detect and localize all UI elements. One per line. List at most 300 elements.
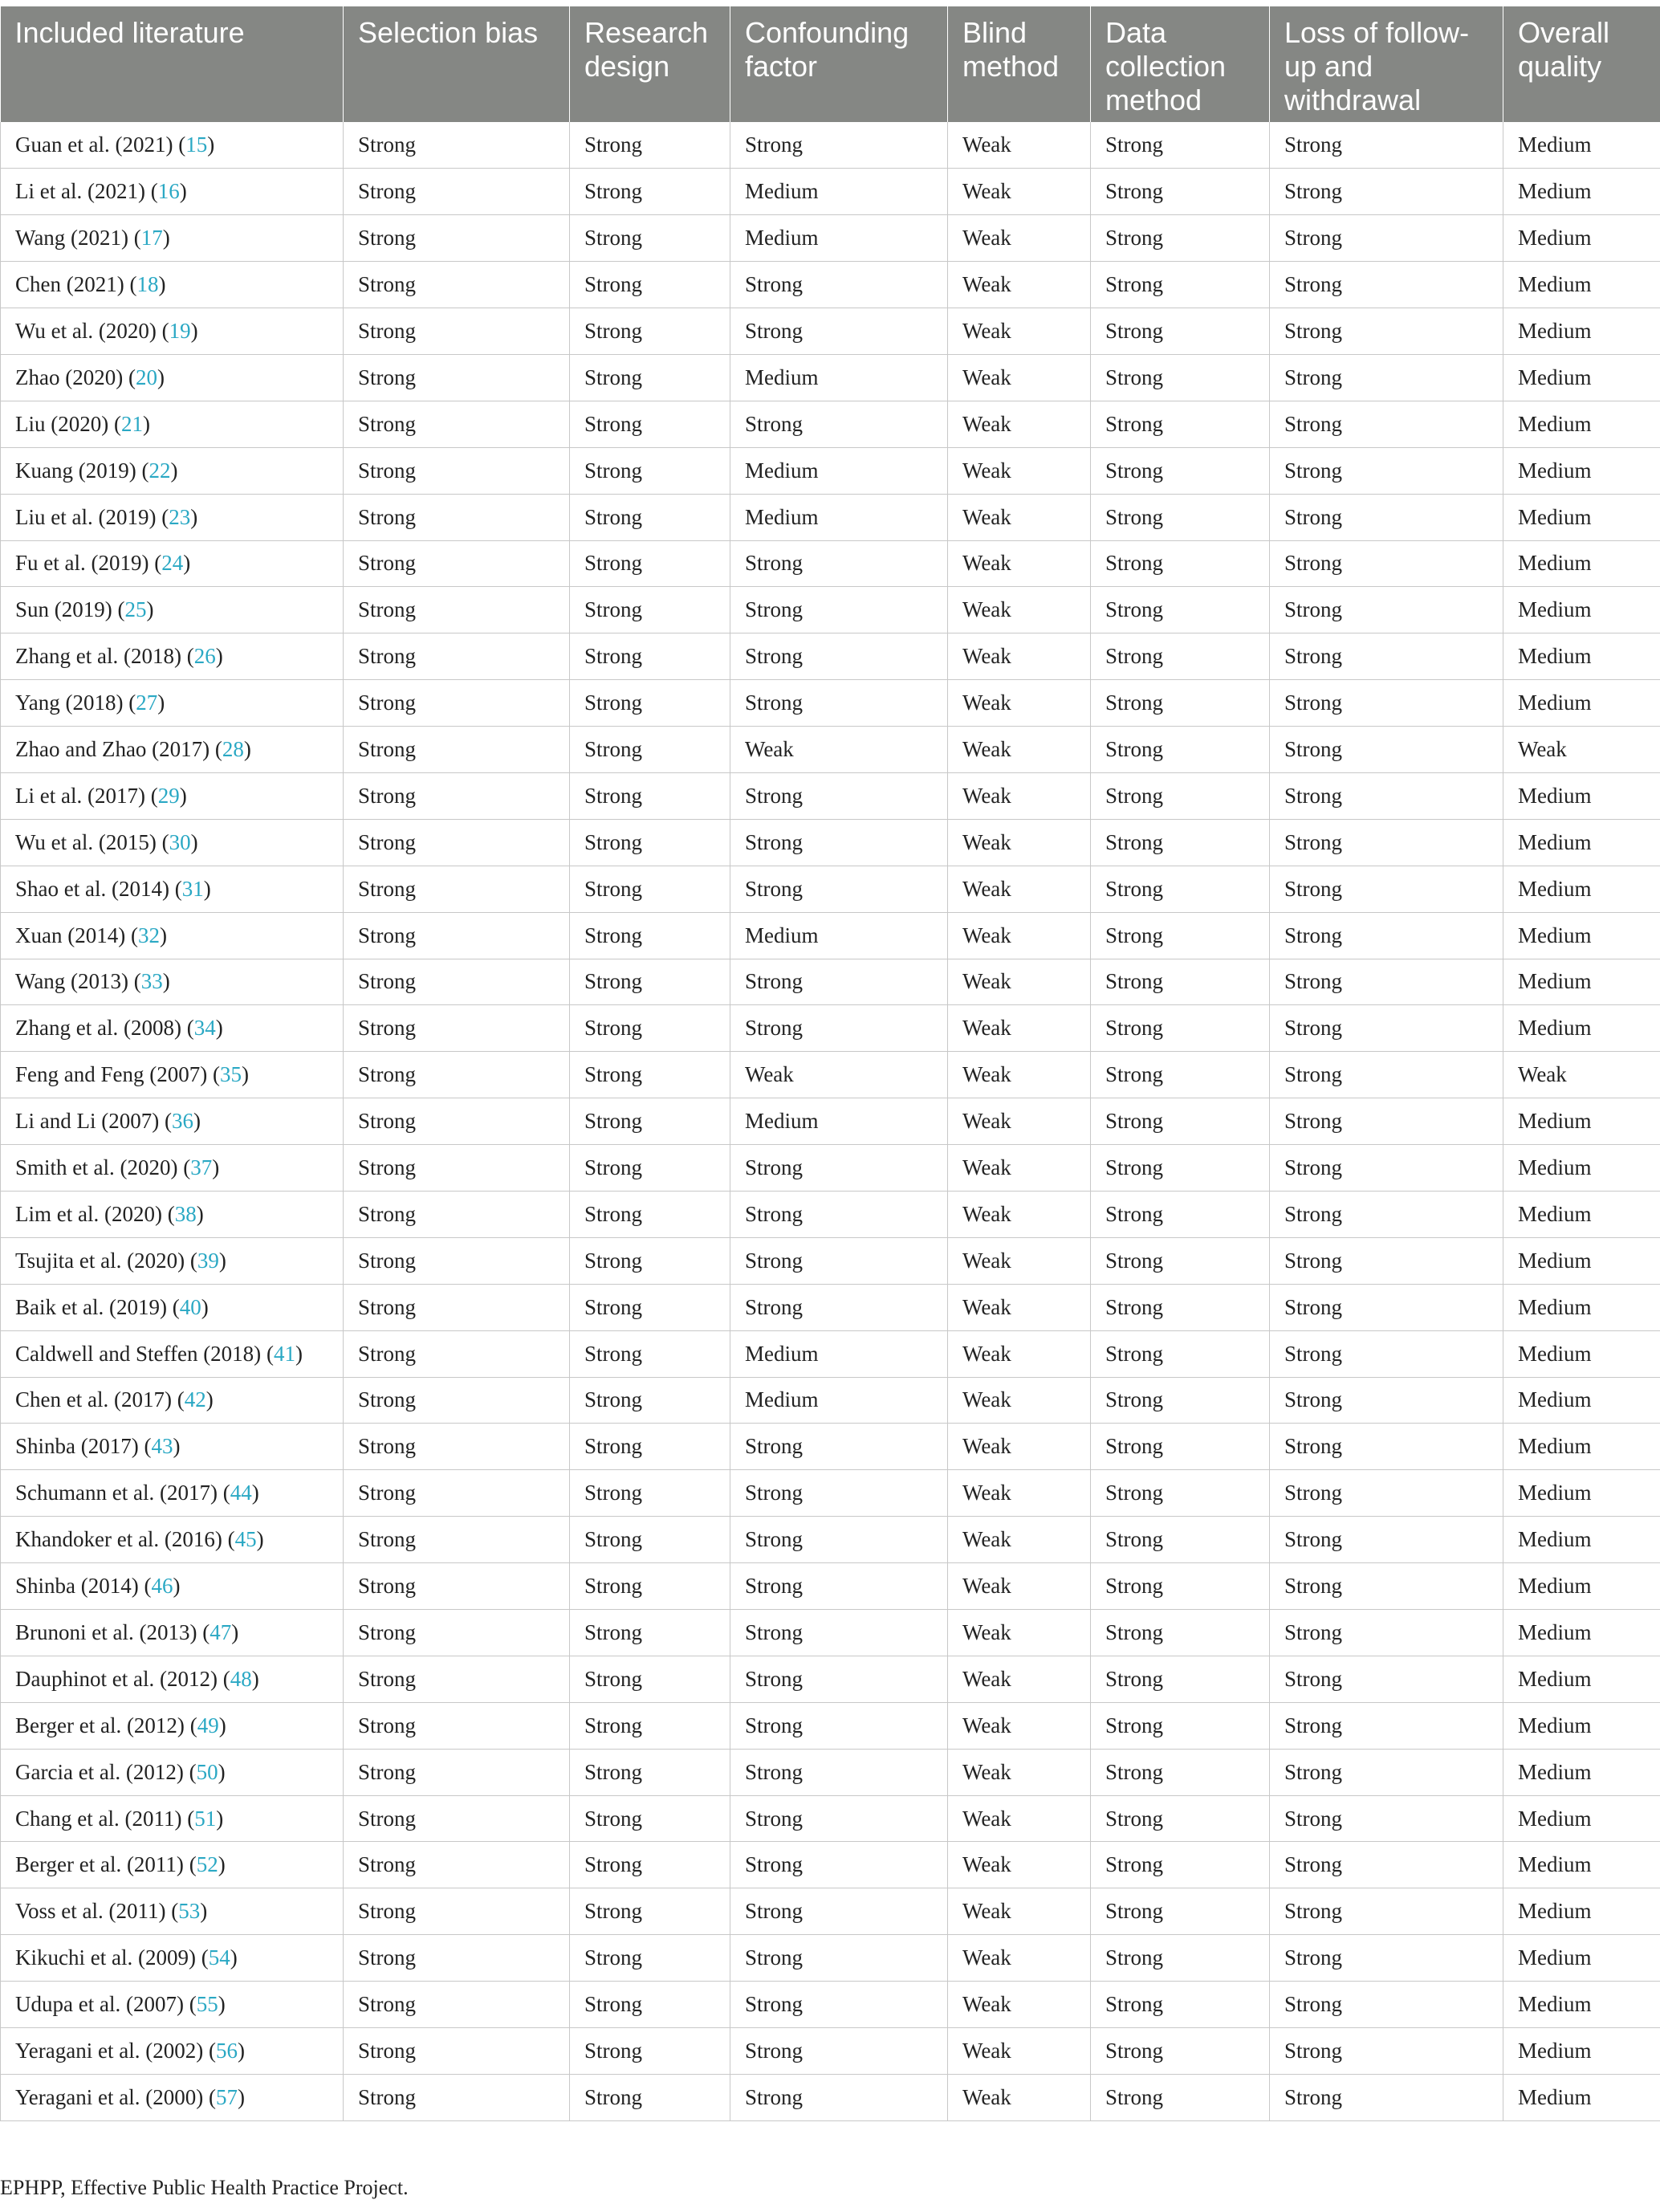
reference-link[interactable]: 30 — [169, 829, 191, 854]
rating-cell: Strong — [344, 540, 570, 587]
rating-cell: Strong — [1270, 1656, 1503, 1702]
rating-cell: Strong — [1091, 1005, 1270, 1052]
reference-link[interactable]: 16 — [157, 179, 180, 204]
reference-link[interactable]: 54 — [208, 1945, 230, 1970]
table-row — [1, 1842, 1660, 1888]
rating-cell: Strong — [1091, 494, 1270, 540]
rating-cell: Medium — [1503, 447, 1660, 494]
study-cell: Zhao (2020) (20) — [1, 354, 344, 401]
rating-cell: Strong — [1091, 680, 1270, 727]
reference-link[interactable]: 53 — [178, 1899, 201, 1924]
study-name: Liu (2020) — [15, 411, 109, 436]
table-row — [1, 169, 1660, 215]
study-cell: Kikuchi et al. (2009) (54) — [1, 1935, 344, 1982]
rating-cell: Weak — [948, 1424, 1091, 1470]
rating-cell: Medium — [1503, 959, 1660, 1005]
study-name: Chen (2021) — [15, 272, 124, 297]
study-cell: Smith et al. (2020) (37) — [1, 1145, 344, 1192]
rating-cell: Weak — [948, 1982, 1091, 2028]
rating-cell: Strong — [1270, 1842, 1503, 1888]
rating-cell: Medium — [1503, 633, 1660, 680]
rating-cell: Strong — [570, 727, 730, 773]
study-cell: Fu et al. (2019) (24) — [1, 540, 344, 587]
reference-link[interactable]: 44 — [230, 1481, 252, 1505]
rating-cell: Weak — [948, 587, 1091, 633]
rating-cell: Strong — [730, 959, 948, 1005]
study-cell: Chen et al. (2017) (42) — [1, 1377, 344, 1424]
rating-cell: Strong — [344, 262, 570, 308]
table-row — [1, 1005, 1660, 1052]
rating-cell: Weak — [948, 1377, 1091, 1424]
rating-cell: Strong — [730, 1749, 948, 1795]
rating-cell: Strong — [570, 1424, 730, 1470]
rating-cell: Medium — [730, 169, 948, 215]
table-row — [1, 1377, 1660, 1424]
rating-cell: Strong — [344, 2028, 570, 2075]
rating-cell: Strong — [1270, 1610, 1503, 1656]
rating-cell: Strong — [1091, 1237, 1270, 1284]
rating-cell: Weak — [948, 819, 1091, 866]
rating-cell: Medium — [1503, 1795, 1660, 1842]
rating-cell: Medium — [1503, 1935, 1660, 1982]
rating-cell: Strong — [730, 540, 948, 587]
rating-cell: Weak — [948, 1284, 1091, 1330]
reference-link[interactable]: 42 — [184, 1387, 206, 1412]
rating-cell: Medium — [1503, 1424, 1660, 1470]
study-cell: Garcia et al. (2012) (50) — [1, 1749, 344, 1795]
table-row — [1, 912, 1660, 959]
reference-link[interactable]: 36 — [171, 1109, 193, 1134]
reference-link[interactable]: 18 — [136, 272, 159, 297]
rating-cell: Medium — [1503, 587, 1660, 633]
rating-cell: Strong — [1091, 633, 1270, 680]
rating-cell: Strong — [1091, 1702, 1270, 1749]
reference-link[interactable]: 34 — [193, 1016, 216, 1041]
rating-cell: Medium — [1503, 912, 1660, 959]
study-cell: Chen (2021) (18) — [1, 262, 344, 308]
rating-cell: Strong — [570, 1610, 730, 1656]
rating-cell: Weak — [948, 1145, 1091, 1192]
table-row — [1, 494, 1660, 540]
rating-cell: Strong — [344, 447, 570, 494]
study-cell: Wang (2021) (17) — [1, 215, 344, 262]
study-name: Guan et al. (2021) — [15, 132, 173, 157]
rating-cell: Strong — [570, 1749, 730, 1795]
rating-cell: Strong — [570, 1982, 730, 2028]
rating-cell: Strong — [344, 633, 570, 680]
reference-link[interactable]: 57 — [215, 2084, 238, 2109]
rating-cell: Strong — [344, 959, 570, 1005]
quality-assessment-table — [0, 6, 1660, 2121]
reference-link[interactable]: 46 — [151, 1574, 173, 1599]
rating-cell: Strong — [1270, 354, 1503, 401]
rating-cell: Medium — [1503, 1145, 1660, 1192]
table-row — [1, 727, 1660, 773]
study-name: Yang (2018) — [15, 690, 124, 715]
table-row — [1, 1982, 1660, 2028]
rating-cell: Strong — [1091, 169, 1270, 215]
rating-cell: Weak — [948, 866, 1091, 912]
study-name: Fu et al. (2019) — [15, 551, 149, 576]
rating-cell: Strong — [570, 1377, 730, 1424]
rating-cell: Medium — [1503, 1237, 1660, 1284]
rating-cell: Strong — [344, 1610, 570, 1656]
rating-cell: Strong — [730, 1935, 948, 1982]
rating-cell: Weak — [948, 2074, 1091, 2120]
reference-link[interactable]: 24 — [161, 551, 184, 576]
rating-cell: Medium — [1503, 1005, 1660, 1052]
rating-cell: Weak — [948, 2028, 1091, 2075]
study-cell: Guan et al. (2021) (15) — [1, 122, 344, 169]
table-row — [1, 1702, 1660, 1749]
study-name: Udupa et al. (2007) — [15, 1992, 184, 2017]
reference-link[interactable]: 51 — [194, 1806, 217, 1831]
study-cell: Liu (2020) (21) — [1, 401, 344, 447]
rating-cell: Strong — [1091, 447, 1270, 494]
rating-cell: Strong — [1270, 866, 1503, 912]
rating-cell: Strong — [344, 587, 570, 633]
rating-cell: Strong — [570, 633, 730, 680]
reference-link[interactable]: 17 — [140, 226, 163, 251]
rating-cell: Strong — [730, 1656, 948, 1702]
rating-cell: Strong — [730, 401, 948, 447]
rating-cell: Strong — [570, 2028, 730, 2075]
rating-cell: Strong — [1270, 587, 1503, 633]
rating-cell: Strong — [1270, 308, 1503, 355]
rating-cell: Strong — [344, 1191, 570, 1237]
study-name: Yeragani et al. (2002) — [15, 2038, 204, 2063]
rating-cell: Strong — [570, 540, 730, 587]
rating-cell: Medium — [730, 1098, 948, 1145]
rating-cell: Medium — [1503, 2028, 1660, 2075]
rating-cell: Strong — [344, 122, 570, 169]
table-row — [1, 1470, 1660, 1517]
rating-cell: Medium — [1503, 1377, 1660, 1424]
rating-cell: Weak — [948, 215, 1091, 262]
rating-cell: Strong — [730, 1795, 948, 1842]
study-cell: Zhang et al. (2008) (34) — [1, 1005, 344, 1052]
rating-cell: Strong — [1091, 354, 1270, 401]
rating-cell: Strong — [1270, 1191, 1503, 1237]
rating-cell: Strong — [1270, 633, 1503, 680]
rating-cell: Strong — [1270, 1284, 1503, 1330]
rating-cell: Strong — [730, 1005, 948, 1052]
reference-link[interactable]: 45 — [234, 1527, 257, 1552]
study-name: Chen et al. (2017) — [15, 1387, 172, 1412]
rating-cell: Strong — [730, 1982, 948, 2028]
table-row — [1, 1052, 1660, 1098]
reference-link[interactable]: 50 — [196, 1759, 218, 1784]
reference-link[interactable]: 25 — [124, 597, 147, 622]
table-row — [1, 819, 1660, 866]
column-header: Data collection method — [1091, 6, 1270, 122]
reference-link[interactable]: 27 — [136, 690, 158, 715]
study-name: Berger et al. (2012) — [15, 1713, 185, 1737]
rating-cell: Weak — [948, 1191, 1091, 1237]
table-row — [1, 866, 1660, 912]
rating-cell: Weak — [948, 308, 1091, 355]
rating-cell: Medium — [1503, 540, 1660, 587]
rating-cell: Weak — [948, 1702, 1091, 1749]
table-row — [1, 1656, 1660, 1702]
rating-cell: Strong — [570, 1145, 730, 1192]
rating-cell: Strong — [344, 1842, 570, 1888]
rating-cell: Strong — [730, 1842, 948, 1888]
rating-cell: Medium — [1503, 819, 1660, 866]
rating-cell: Weak — [948, 912, 1091, 959]
reference-link[interactable]: 47 — [210, 1619, 232, 1644]
study-cell: Shao et al. (2014) (31) — [1, 866, 344, 912]
study-cell: Shinba (2017) (43) — [1, 1424, 344, 1470]
reference-link[interactable]: 20 — [135, 365, 157, 389]
rating-cell: Strong — [1270, 680, 1503, 727]
reference-link[interactable]: 28 — [222, 737, 244, 762]
rating-cell: Strong — [1270, 1517, 1503, 1563]
rating-cell: Strong — [1270, 1563, 1503, 1610]
reference-link[interactable]: 32 — [137, 923, 160, 947]
table-row — [1, 772, 1660, 819]
reference-link[interactable]: 55 — [196, 1992, 218, 2017]
study-cell: Yeragani et al. (2002) (56) — [1, 2028, 344, 2075]
rating-cell: Weak — [948, 1052, 1091, 1098]
reference-link[interactable]: 41 — [273, 1341, 295, 1366]
rating-cell: Weak — [730, 727, 948, 773]
rating-cell: Strong — [344, 308, 570, 355]
table-row — [1, 1098, 1660, 1145]
rating-cell: Medium — [1503, 1330, 1660, 1377]
rating-cell: Weak — [948, 169, 1091, 215]
reference-link[interactable]: 48 — [230, 1666, 252, 1691]
study-cell: Xuan (2014) (32) — [1, 912, 344, 959]
rating-cell: Medium — [1503, 2074, 1660, 2120]
rating-cell: Strong — [570, 1702, 730, 1749]
rating-cell: Medium — [1503, 1982, 1660, 2028]
study-name: Li et al. (2021) — [15, 179, 145, 204]
table-row — [1, 447, 1660, 494]
rating-cell: Strong — [1091, 1191, 1270, 1237]
rating-cell: Medium — [1503, 1842, 1660, 1888]
rating-cell: Strong — [570, 1284, 730, 1330]
reference-link[interactable]: 19 — [169, 319, 191, 343]
rating-cell: Strong — [1091, 2028, 1270, 2075]
rating-cell: Medium — [1503, 354, 1660, 401]
rating-cell: Weak — [948, 1749, 1091, 1795]
rating-cell: Medium — [730, 494, 948, 540]
rating-cell: Strong — [730, 819, 948, 866]
column-header: Selection bias — [344, 6, 570, 122]
rating-cell: Strong — [570, 122, 730, 169]
rating-cell: Medium — [1503, 1563, 1660, 1610]
rating-cell: Strong — [1091, 1656, 1270, 1702]
rating-cell: Strong — [1091, 1098, 1270, 1145]
rating-cell: Strong — [1270, 1377, 1503, 1424]
study-name: Liu et al. (2019) — [15, 504, 157, 529]
rating-cell: Weak — [948, 680, 1091, 727]
rating-cell: Strong — [344, 1330, 570, 1377]
reference-link[interactable]: 37 — [190, 1155, 213, 1180]
rating-cell: Strong — [344, 1935, 570, 1982]
rating-cell: Strong — [344, 1982, 570, 2028]
table-row — [1, 1330, 1660, 1377]
table-row — [1, 1145, 1660, 1192]
table-row — [1, 1424, 1660, 1470]
rating-cell: Strong — [1270, 1237, 1503, 1284]
study-cell: Yeragani et al. (2000) (57) — [1, 2074, 344, 2120]
rating-cell: Medium — [1503, 1284, 1660, 1330]
rating-cell: Weak — [948, 1935, 1091, 1982]
reference-link[interactable]: 29 — [157, 783, 180, 808]
rating-cell: Strong — [730, 1424, 948, 1470]
table-row — [1, 1610, 1660, 1656]
rating-cell: Strong — [570, 1517, 730, 1563]
rating-cell: Strong — [344, 1470, 570, 1517]
study-name: Zhang et al. (2008) — [15, 1016, 181, 1041]
rating-cell: Strong — [570, 1052, 730, 1098]
rating-cell: Strong — [1270, 1470, 1503, 1517]
rating-cell: Strong — [1091, 1563, 1270, 1610]
rating-cell: Strong — [344, 169, 570, 215]
rating-cell: Strong — [1270, 540, 1503, 587]
rating-cell: Strong — [730, 1284, 948, 1330]
rating-cell: Strong — [1270, 262, 1503, 308]
rating-cell: Strong — [344, 401, 570, 447]
rating-cell: Strong — [730, 1888, 948, 1935]
rating-cell: Strong — [570, 2074, 730, 2120]
reference-link[interactable]: 52 — [196, 1852, 218, 1877]
rating-cell: Strong — [1270, 1098, 1503, 1145]
table-row — [1, 1935, 1660, 1982]
rating-cell: Strong — [1270, 1330, 1503, 1377]
rating-cell: Strong — [570, 1563, 730, 1610]
rating-cell: Weak — [948, 1656, 1091, 1702]
study-cell: Wu et al. (2015) (30) — [1, 819, 344, 866]
rating-cell: Strong — [1091, 1052, 1270, 1098]
rating-cell: Strong — [570, 1935, 730, 1982]
rating-cell: Strong — [1270, 1795, 1503, 1842]
table-row — [1, 401, 1660, 447]
rating-cell: Strong — [570, 1842, 730, 1888]
rating-cell: Strong — [730, 122, 948, 169]
rating-cell: Strong — [730, 587, 948, 633]
study-name: Wang (2021) — [15, 226, 129, 251]
study-cell: Li et al. (2017) (29) — [1, 772, 344, 819]
rating-cell: Strong — [1091, 772, 1270, 819]
reference-link[interactable]: 56 — [215, 2038, 238, 2063]
study-cell: Dauphinot et al. (2012) (48) — [1, 1656, 344, 1702]
rating-cell: Strong — [730, 1470, 948, 1517]
study-name: Yeragani et al. (2000) — [15, 2084, 204, 2109]
rating-cell: Strong — [344, 1005, 570, 1052]
rating-cell: Medium — [1503, 401, 1660, 447]
reference-link[interactable]: 33 — [140, 969, 163, 994]
rating-cell: Strong — [570, 866, 730, 912]
reference-link[interactable]: 26 — [193, 644, 216, 669]
study-cell: Lim et al. (2020) (38) — [1, 1191, 344, 1237]
rating-cell: Strong — [1091, 1145, 1270, 1192]
rating-cell: Strong — [344, 1237, 570, 1284]
study-name: Zhang et al. (2018) — [15, 644, 181, 669]
rating-cell: Strong — [344, 819, 570, 866]
rating-cell: Strong — [1270, 1424, 1503, 1470]
study-name: Zhao and Zhao (2017) — [15, 737, 210, 762]
rating-cell: Strong — [1270, 1702, 1503, 1749]
study-cell: Schumann et al. (2017) (44) — [1, 1470, 344, 1517]
table-row — [1, 540, 1660, 587]
rating-cell: Strong — [730, 2074, 948, 2120]
study-cell: Feng and Feng (2007) (35) — [1, 1052, 344, 1098]
rating-cell: Strong — [344, 1563, 570, 1610]
rating-cell: Strong — [730, 1191, 948, 1237]
rating-cell: Strong — [1270, 215, 1503, 262]
study-cell: Yang (2018) (27) — [1, 680, 344, 727]
rating-cell: Strong — [1091, 1935, 1270, 1982]
rating-cell: Strong — [570, 1470, 730, 1517]
rating-cell: Strong — [1091, 1330, 1270, 1377]
reference-link[interactable]: 49 — [197, 1713, 219, 1737]
table-row — [1, 1191, 1660, 1237]
column-header: Loss of follow-up and withdrawal — [1270, 6, 1503, 122]
study-name: Brunoni et al. (2013) — [15, 1619, 197, 1644]
rating-cell: Strong — [570, 401, 730, 447]
study-cell: Udupa et al. (2007) (55) — [1, 1982, 344, 2028]
rating-cell: Strong — [730, 262, 948, 308]
rating-cell: Strong — [1091, 1424, 1270, 1470]
rating-cell: Weak — [948, 1237, 1091, 1284]
rating-cell: Weak — [948, 262, 1091, 308]
rating-cell: Strong — [730, 633, 948, 680]
study-name: Lim et al. (2020) — [15, 1201, 162, 1226]
rating-cell: Strong — [1270, 2028, 1503, 2075]
reference-link[interactable]: 43 — [151, 1434, 173, 1459]
table-row — [1, 354, 1660, 401]
reference-link[interactable]: 22 — [149, 458, 171, 483]
rating-cell: Medium — [730, 1330, 948, 1377]
reference-link[interactable]: 40 — [179, 1294, 201, 1319]
table-row — [1, 1237, 1660, 1284]
rating-cell: Medium — [1503, 1098, 1660, 1145]
rating-cell: Strong — [1091, 912, 1270, 959]
rating-cell: Strong — [1270, 169, 1503, 215]
rating-cell: Strong — [1270, 772, 1503, 819]
rating-cell: Strong — [1270, 912, 1503, 959]
reference-link[interactable]: 38 — [174, 1201, 197, 1226]
study-name: Wu et al. (2015) — [15, 829, 157, 854]
rating-cell: Strong — [1270, 447, 1503, 494]
rating-cell: Strong — [1091, 1377, 1270, 1424]
rating-cell: Weak — [948, 1005, 1091, 1052]
rating-cell: Strong — [1091, 1610, 1270, 1656]
rating-cell: Weak — [948, 1563, 1091, 1610]
reference-link[interactable]: 15 — [185, 132, 208, 157]
reference-link[interactable]: 39 — [197, 1248, 219, 1273]
reference-link[interactable]: 23 — [169, 504, 191, 529]
reference-link[interactable]: 21 — [120, 411, 143, 436]
rating-cell: Strong — [1091, 1888, 1270, 1935]
rating-cell: Strong — [570, 494, 730, 540]
rating-cell: Strong — [570, 1098, 730, 1145]
rating-cell: Medium — [730, 447, 948, 494]
study-name: Wu et al. (2020) — [15, 319, 157, 343]
column-header: Overall quality — [1503, 6, 1660, 122]
table-row — [1, 1795, 1660, 1842]
study-cell: Wu et al. (2020) (19) — [1, 308, 344, 355]
rating-cell: Medium — [730, 215, 948, 262]
rating-cell: Strong — [1091, 727, 1270, 773]
reference-link[interactable]: 35 — [219, 1062, 242, 1087]
reference-link[interactable]: 31 — [181, 876, 204, 901]
rating-cell: Strong — [730, 866, 948, 912]
study-cell: Sun (2019) (25) — [1, 587, 344, 633]
